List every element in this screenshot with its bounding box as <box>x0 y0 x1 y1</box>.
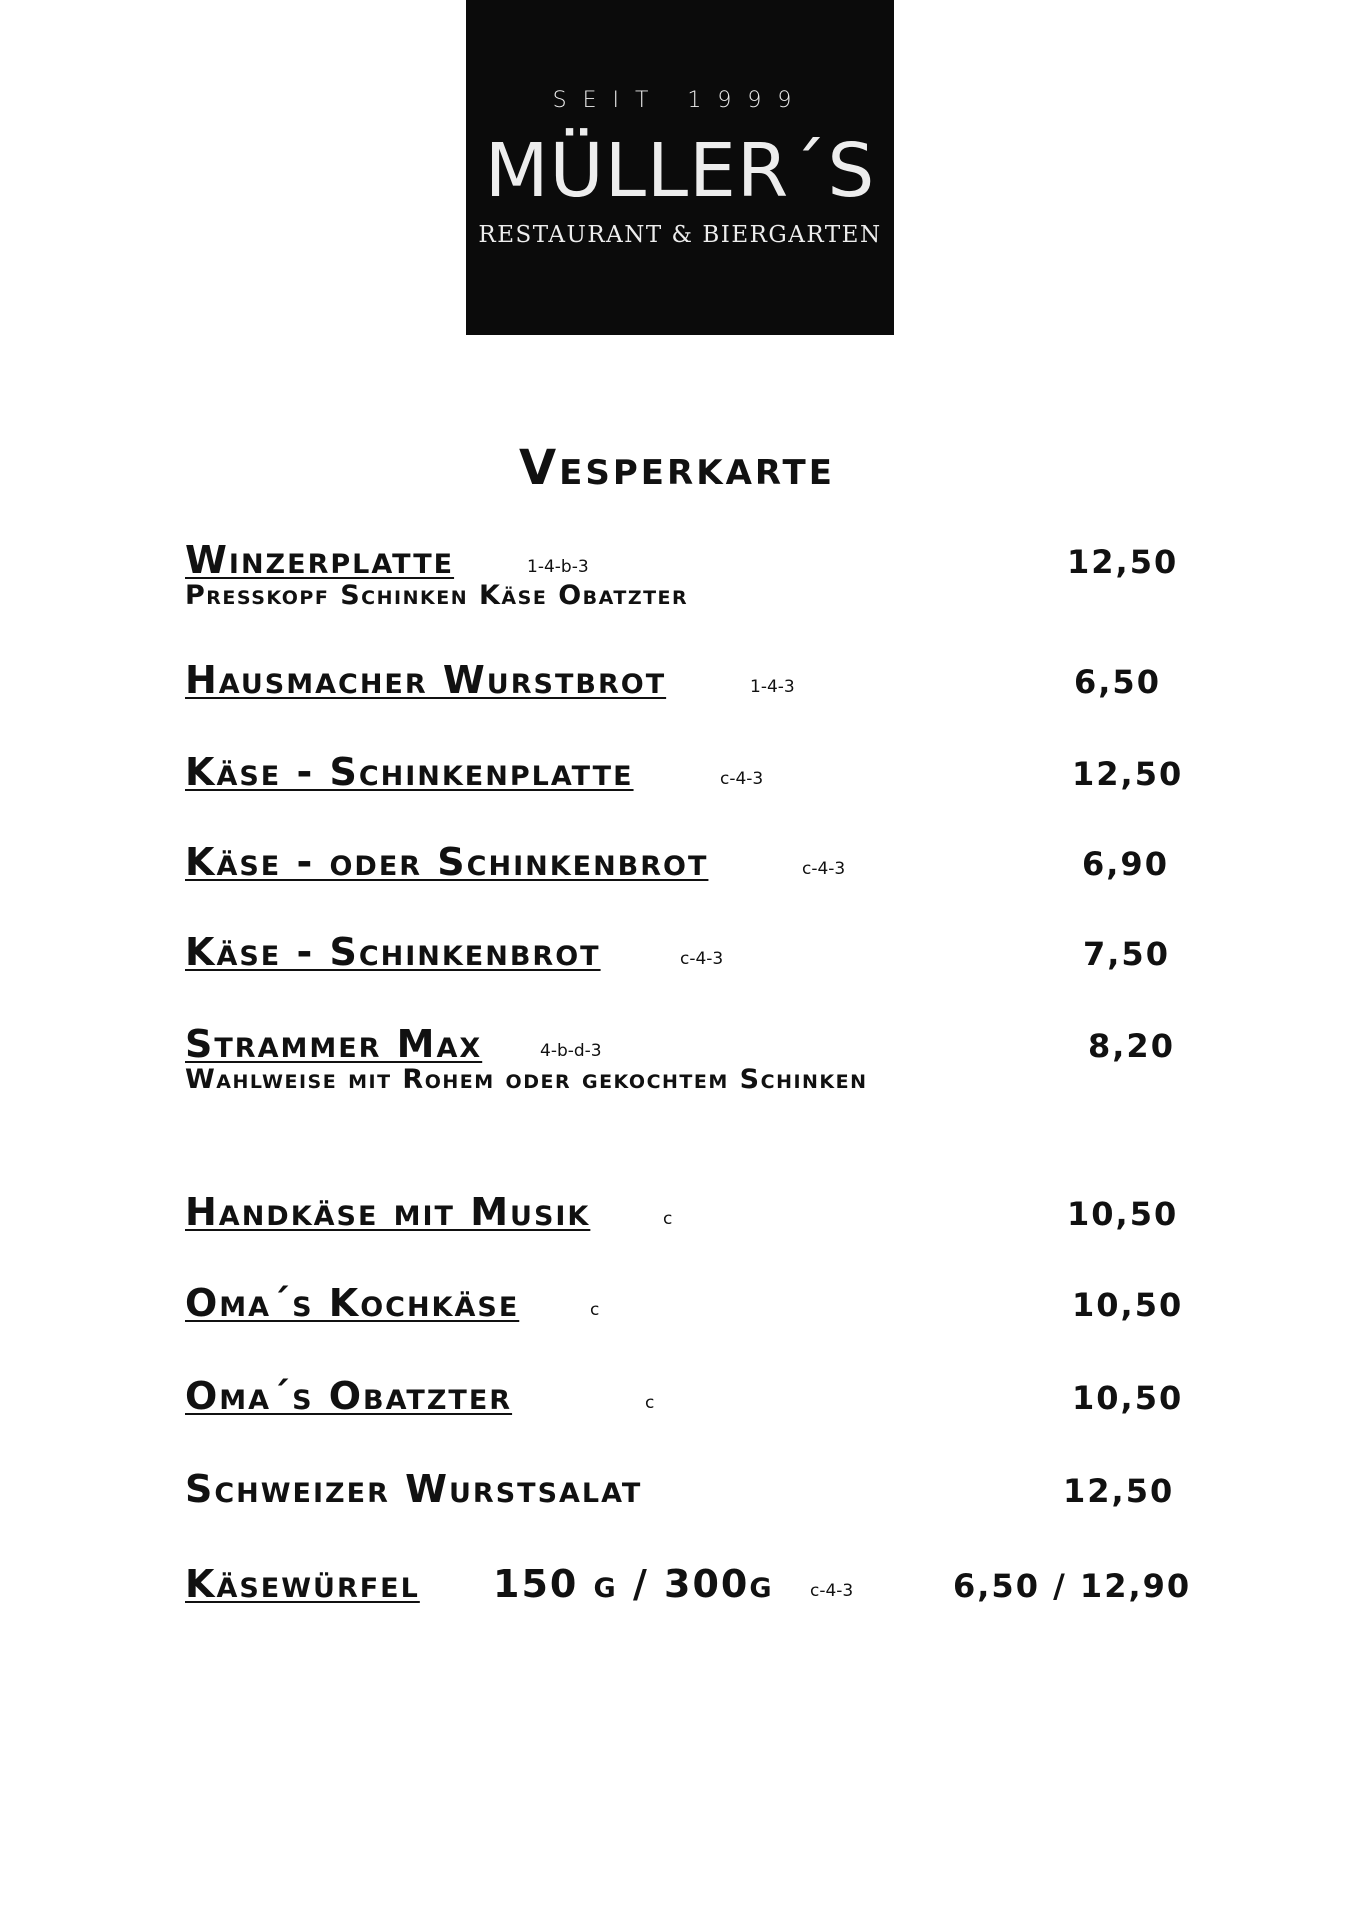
item-price: 6,90 <box>1082 845 1169 883</box>
item-price: 10,50 <box>1072 1286 1184 1324</box>
item-allergen-code: c <box>663 1209 673 1229</box>
logo-restaurant-name: MÜLLER´S <box>484 128 876 214</box>
item-price: 6,50 <box>1074 663 1161 701</box>
item-name: Winzerplatte <box>185 538 455 582</box>
item-allergen-code: c-4-3 <box>680 949 724 969</box>
item-price: 12,50 <box>1072 755 1184 793</box>
item-price: 10,50 <box>1072 1379 1184 1417</box>
item-allergen-code: 1-4-3 <box>750 677 795 697</box>
item-allergen-code: c-4-3 <box>720 769 764 789</box>
item-price: 12,50 <box>1067 543 1179 581</box>
restaurant-logo <box>466 0 894 335</box>
item-allergen-code: c <box>590 1300 600 1320</box>
logo-since-text: SEIT 1999 <box>552 88 808 113</box>
item-name: Schweizer Wurstsalat <box>185 1467 643 1511</box>
item-price: 7,50 <box>1083 935 1170 973</box>
menu-title: Vesperkarte <box>519 440 835 496</box>
item-allergen-code: c-4-3 <box>802 859 846 879</box>
item-name: Oma´s Kochkäse <box>185 1281 520 1325</box>
item-name: Käsewürfel <box>185 1562 420 1606</box>
item-name: Käse - oder Schinkenbrot <box>185 840 709 884</box>
item-price: 10,50 <box>1067 1195 1179 1233</box>
item-allergen-code: 4-b-d-3 <box>540 1041 602 1061</box>
item-name: Hausmacher Wurstbrot <box>185 658 667 702</box>
item-name: Handkäse mit Musik <box>185 1190 591 1234</box>
logo-subtitle: RESTAURANT & BIERGARTEN <box>478 222 882 248</box>
item-portion-size: 150 g / 300g <box>493 1562 774 1606</box>
item-name: Käse - Schinkenplatte <box>185 750 634 794</box>
item-name: Käse - Schinkenbrot <box>185 930 601 974</box>
item-price: 8,20 <box>1088 1027 1175 1065</box>
item-name: Strammer Max <box>185 1022 483 1066</box>
item-name: Oma´s Obatzter <box>185 1374 513 1418</box>
item-allergen-code: 1-4-b-3 <box>527 557 589 577</box>
item-allergen-code: c <box>645 1393 655 1413</box>
item-allergen-code: c-4-3 <box>810 1581 854 1601</box>
item-description: Presskopf Schinken Käse Obatzter <box>185 580 689 611</box>
item-price: 12,50 <box>1063 1472 1175 1510</box>
item-description: Wahlweise mit Rohem oder gekochtem Schinken <box>185 1064 868 1095</box>
item-price: 6,50 / 12,90 <box>953 1567 1192 1605</box>
